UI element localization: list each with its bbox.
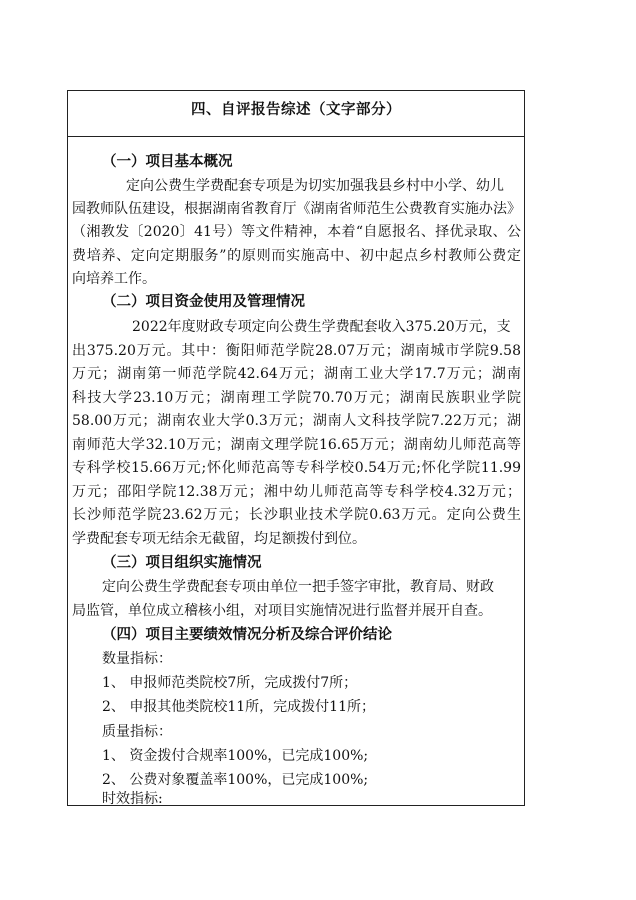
s4-line: 数量指标：	[102, 651, 172, 667]
s1-line: 园教师队伍建设，根据湖南省教育厅《湖南省师范生公费教育实施办法》	[72, 201, 521, 217]
title-row	[68, 91, 524, 137]
s2-line: 万元；湖南第一师范学院42.64万元；湖南工业大学17.7万元；湖南	[72, 366, 521, 382]
s2-line: 58.00万元；湖南农业大学0.3万元；湖南人文科技学院7.22万元；湖	[72, 413, 521, 429]
s2-line: 万元；邵阳学院12.38万元；湘中幼儿师范高等专科学校4.32万元；	[72, 484, 521, 500]
s3-line: 定向公费生学费配套专项由单位一把手签字审批，教育局、财政	[102, 579, 494, 595]
s2-heading: （二）项目资金使用及管理情况	[102, 294, 305, 310]
s2-line: 专科学校15.66万元;怀化师范高等专科学校0.54万元;怀化学院11.99	[72, 460, 521, 476]
s4-line: 1、 资金拨付合规率100%，已完成100%;	[102, 748, 369, 764]
s4-heading: （四）项目主要绩效情况分析及综合评价结论	[102, 627, 392, 643]
section-title: 四、自评报告综述（文字部分）	[191, 102, 401, 118]
s1-line: 定向公费生学费配套专项是为切实加强我县乡村中小学、幼儿	[126, 178, 504, 194]
s2-line: 科技大学23.10万元；湖南理工学院70.70万元；湖南民族职业学院	[72, 390, 521, 406]
s2-line: 出375.20万元。其中：衡阳师范学院28.07万元；湖南城市学院9.58	[72, 343, 521, 359]
report-table	[67, 90, 525, 806]
s1-heading: （一）项目基本概况	[102, 154, 233, 170]
s4-line: 质量指标：	[102, 724, 172, 740]
s2-line: 学费配套专项无结余无截留，均足额拨付到位。	[72, 531, 366, 547]
s4-line: 2、 申报其他类院校11所，完成拨付11所；	[102, 699, 375, 715]
s4-line: 1、 申报师范类院校7所，完成拨付7所；	[102, 675, 358, 691]
s2-line: 2022年度财政专项定向公费生学费配套收入375.20万元，支	[132, 319, 511, 335]
s4-line: 时效指标:	[102, 791, 163, 807]
s1-line: 费培养、定向定期服务”的原则而实施高中、初中起点乡村教师公费定	[72, 248, 521, 264]
s3-heading: （三）项目组织实施情况	[102, 555, 262, 571]
s2-line: 长沙师范学院23.62万元；长沙职业技术学院0.63万元。定向公费生	[72, 507, 521, 523]
s4-line: 2、 公费对象覆盖率100%，已完成100%;	[102, 772, 369, 788]
s1-line: 向培养工作。	[72, 271, 156, 287]
s3-line: 局监管，单位成立稽核小组，对项目实施情况进行监督并展开自查。	[72, 603, 492, 619]
s1-line: （湘教发〔2020〕41号）等文件精神，本着“自愿报名、择优录取、公	[72, 224, 521, 240]
s2-line: 南师范大学32.10万元；湖南文理学院16.65万元；湖南幼儿师范高等	[72, 437, 521, 453]
